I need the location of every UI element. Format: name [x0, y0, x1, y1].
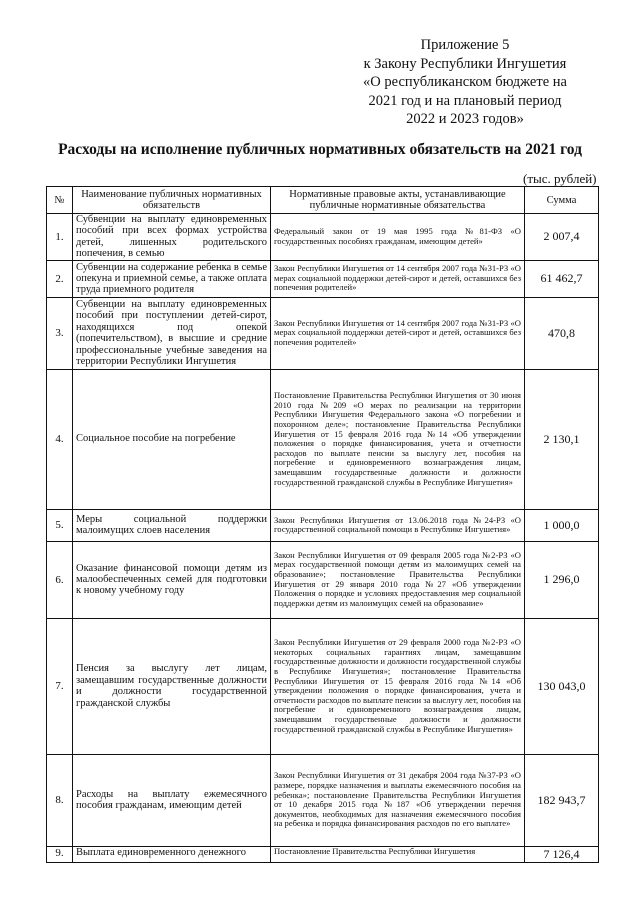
row-sum: 1 000,0: [525, 509, 599, 541]
appendix-line: «О республиканском бюджете на: [363, 74, 567, 90]
row-sum: 7 126,4: [525, 846, 599, 862]
row-name: Пенсия за выслугу лет лицам, замещавшим государственные должности и должности государственной гражданской службы: [73, 618, 271, 754]
table-row: [47, 754, 599, 846]
row-sum: 2 007,4: [525, 214, 599, 261]
header-acts: Нормативные правовые акты, устанавливающие публичные нормативные обязательства: [271, 187, 525, 214]
appendix-line: 2022 и 2023 годов»: [406, 111, 524, 127]
row-acts: Закон Республики Ингушетия от 09 февраля 2005 года №2-РЗ «О мерах государственной помощи детям из малоимущих семей на образование»; постановление Правительства Республики Ингушетия от 29 января 2010 года №27 «Об утверждении Положения о порядке и условиях предоставления мер социальной поддержки детям из малоимущих семей на образование»: [271, 541, 525, 618]
table-row: [47, 509, 599, 541]
table-row: [47, 260, 599, 297]
row-name: Расходы на выплату ежемесячного пособия гражданам, имеющим детей: [73, 754, 271, 846]
row-acts: Закон Республики Ингушетия от 14 сентября 2007 года №31-РЗ «О мерах социальной поддержки детей-сирот и детей, оставшихся без попечения родителей»: [271, 297, 525, 369]
row-acts: Закон Республики Ингушетия от 31 декабря 2004 года №37-РЗ «О размере, порядке назначения и выплаты ежемесячного пособия на ребенка»; постановление Правительства Республики Ингушетия от 10 декабря 2015 года №187 «Об утверждении перечня документов, необходимых для назначения ежемесячного пособия на ребенка и порядка финансирования расходов по его выплате»: [271, 754, 525, 846]
row-sum: 1 296,0: [525, 541, 599, 618]
table-row: [47, 541, 599, 618]
row-sum: 2 130,1: [525, 369, 599, 509]
row-sum: 470,8: [525, 297, 599, 369]
row-number: 4.: [47, 369, 73, 509]
row-acts: Закон Республики Ингушетия от 14 сентября 2007 года №31-РЗ «О мерах социальной поддержки детей-сирот и детей, оставшихся без попечения родителей»: [271, 260, 525, 297]
row-number: 9.: [47, 846, 73, 862]
table-row: [47, 846, 599, 862]
row-name: Оказание финансовой помощи детям из малообеспеченных семей для подготовки к новому учебному году: [73, 541, 271, 618]
row-acts: Закон Республики Ингушетия от 13.06.2018 года №24-РЗ «О государственной социальной помощи в Республике Ингушетия»: [271, 509, 525, 541]
table-row: [47, 618, 599, 754]
row-sum: 130 043,0: [525, 618, 599, 754]
row-number: 8.: [47, 754, 73, 846]
row-number: 5.: [47, 509, 73, 541]
appendix-line: к Закону Республики Ингушетия: [363, 55, 567, 72]
appendix-line: 2021 год и на плановый период: [368, 92, 562, 109]
row-acts: Федеральный закон от 19 мая 1995 года №81-ФЗ «О государственных пособиях гражданам, имеющим детей»: [271, 214, 525, 261]
row-name: Социальное пособие на погребение: [73, 369, 271, 509]
unit-label: (тыс. рублей): [523, 171, 597, 186]
row-name: Субвенции на содержание ребенка в семье опекуна и приемной семье, а также оплата труда приемного родителя: [73, 260, 271, 297]
row-sum: 61 462,7: [525, 260, 599, 297]
document-title: Расходы на исполнение публичных нормативных обязательств на 2021 год: [58, 141, 582, 158]
row-number: 1.: [47, 214, 73, 261]
obligations-table: [46, 186, 599, 863]
header-number: №: [47, 187, 73, 214]
row-sum: 182 943,7: [525, 754, 599, 846]
row-name: Субвенции на выплату единовременных пособий при поступлении детей-сирот, находящихся под опекой (попечительством), в высшие и средние профессиональные учебные заведения на территории Республики Ингушетия: [73, 297, 271, 369]
appendix-header: [340, 36, 590, 129]
table-row: [47, 297, 599, 369]
row-acts: Постановление Правительства Республики Ингушетия от 30 июня 2010 года №209 «О мерах по реализации на территории Республики Ингушетия Федерального закона «О погребении и похоронном деле»; постановление Правительства Республики Ингушетия от 15 февраля 2016 года №14 «Об утверждении положения о порядке финансирования, учета и отчетности расходов по выплате пенсии за выслугу лет, пособия на погребение и единовременного вознаграждения лицам, замещавшим государственные должности и должности государственной гражданской службы в Республике Ингушетия»: [271, 369, 525, 509]
row-name: Меры социальной поддержки малоимущих слоев населения: [73, 509, 271, 541]
header-name: Наименование публичных нормативных обязательств: [73, 187, 271, 214]
row-acts: Закон Республики Ингушетия от 29 февраля 2000 года №2-РЗ «О некоторых социальных гарантиях лицам, замещавшим государственные должности и должности государственной службы в Республике Ингушетия»; постановление Правительства Республики Ингушетия от 15 февраля 2016 года №14 «Об утверждении положения о порядке финансирования, учета и отчетности расходов по выплате пенсии за выслугу лет, пособия на погребение и единовременного вознаграждения лицам, замещавшим государственные должности и должности государственной гражданской службы в Республике Ингушетия»: [271, 618, 525, 754]
table-header-row: [47, 187, 599, 214]
table-row: [47, 369, 599, 509]
header-sum: Сумма: [525, 187, 599, 214]
row-number: 7.: [47, 618, 73, 754]
row-acts: Постановление Правительства Республики Ингушетия: [271, 846, 525, 862]
row-number: 6.: [47, 541, 73, 618]
row-name: Субвенции на выплату единовременных пособий при всех формах устройства детей, лишенных родительского попечения, в семью: [73, 214, 271, 261]
row-number: 3.: [47, 297, 73, 369]
row-name: Выплата единовременного денежного: [73, 846, 271, 862]
row-number: 2.: [47, 260, 73, 297]
appendix-line: Приложение 5: [420, 37, 510, 53]
table-row: [47, 214, 599, 261]
